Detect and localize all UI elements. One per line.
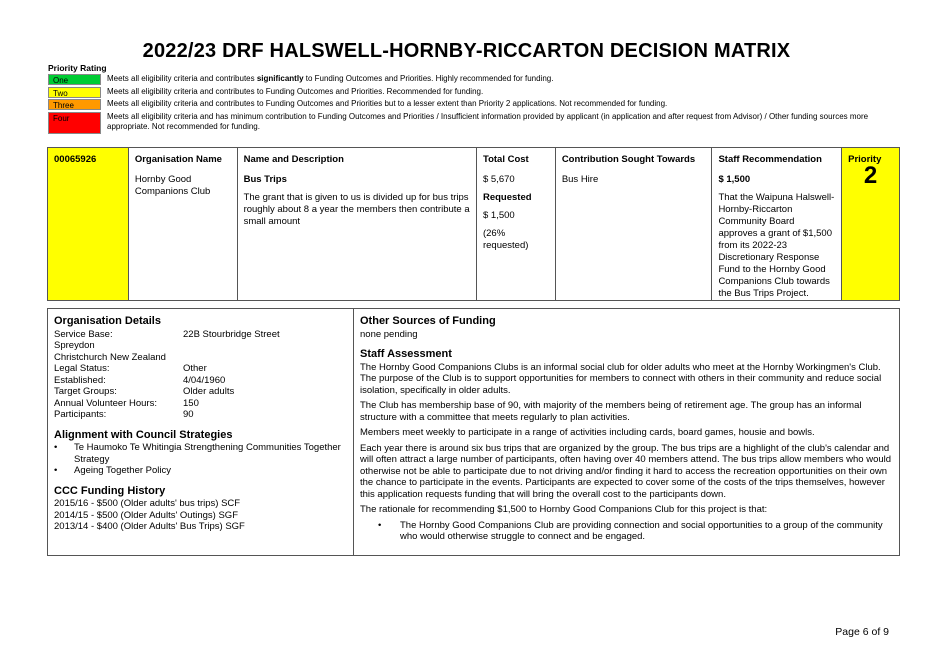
field-value: 90: [183, 409, 194, 420]
staff-recommendation-heading: Staff Recommendation: [718, 154, 822, 165]
list-item: 2015/16 - $500 (Older adults' bus trips) SCF: [54, 498, 241, 509]
total-cost-heading: Total Cost: [482, 154, 529, 165]
field-label: Annual Volunteer Hours:: [54, 397, 157, 409]
rationale-list: [360, 520, 893, 543]
priority-heading: Priority: [848, 154, 882, 165]
participants-row: [54, 409, 347, 421]
contribution-heading: Contribution Sought Towards: [561, 154, 696, 165]
address-line: Christchurch New Zealand: [54, 351, 166, 363]
priority-level-four: [48, 112, 888, 134]
staff-assessment-heading: Staff Assessment: [360, 348, 452, 360]
priority-swatch: Three: [48, 99, 101, 110]
field-value: 4/04/1960: [183, 374, 226, 386]
staff-recommendation-text: That the Waipuna Halswell-Hornby-Riccarton Community Board approves a grant of $1,500 from its 2022-23 Discretionary Response Fund to the Hornby Good Companions Club towards the Bus Trips Project.: [718, 192, 835, 299]
alignment-list: [54, 442, 347, 477]
application-id: 00065926: [54, 154, 97, 165]
list-item: • The Hornby Good Companions Club are providing connection and social opportunities to a group of the community who would otherwise struggle to connect and be engaged.: [360, 520, 893, 543]
requested-amount: $ 1,500: [482, 210, 515, 221]
organisation-cell: [129, 148, 238, 300]
priority-level-two: [48, 87, 888, 98]
field-label: Established:: [54, 374, 106, 386]
requested-label: Requested: [482, 192, 532, 203]
field-value: 150: [183, 397, 199, 409]
priority-description: Meets all eligibility criteria and contributes significantly to Funding Outcomes and Priorities. Highly recommended for funding.: [107, 74, 554, 83]
volunteer-hours-row: [54, 398, 347, 410]
page-number: Page 6 of 9: [835, 626, 889, 638]
organisation-heading: Organisation Name: [134, 154, 222, 165]
assessment-paragraph: Each year there is around six bus trips that are organized by the group. The bus trips are a highlight of the club's calendar and will often attract a large number of participants, often having over 40 members attend. The bus trips allow members who would otherwise not be able to participate due to not driving and/or finding it hard to access the recreation opportunities on their own the chance to participate in the events. Participants are expected to cover some of the costs of the trips themselves, however this application requests funding that will bring the overall cost to the participants down.: [360, 442, 892, 500]
field-label: Target Groups:: [54, 386, 117, 397]
field-value: 22B Stourbridge Street: [183, 328, 280, 340]
organisation-details-column: [48, 309, 354, 555]
priority-rating-legend: [48, 74, 888, 135]
field-value: Older adults: [183, 386, 235, 397]
staff-recommendation-amount: $ 1,500: [718, 174, 751, 185]
priority-swatch: Two: [48, 87, 101, 98]
list-item: • Ageing Together Policy: [54, 465, 347, 477]
project-name: Bus Trips: [243, 174, 287, 185]
project-heading: Name and Description: [243, 154, 344, 165]
legal-status-row: [54, 363, 347, 375]
assessment-paragraph: Members meet weekly to participate in a range of activities including cards, board games, housie and bowls.: [360, 427, 815, 438]
priority-level-three: [48, 99, 888, 110]
priority-swatch: Four: [48, 112, 101, 134]
assessment-paragraph: The Club has membership base of 90, with majority of the members being of retirement age. The group has an informal structure with a committee that meets regularly to plan activities.: [360, 400, 862, 423]
established-row: [54, 375, 347, 387]
list-item: 2013/14 - $400 (Older Adults' Bus Trips) SGF: [54, 521, 245, 532]
field-label: Legal Status:: [54, 363, 110, 374]
priority-value: 2: [863, 162, 878, 189]
assessment-paragraph: The rationale for recommending $1,500 to Hornby Good Companions Club for this project is that:: [360, 504, 768, 515]
list-item: • Te Haumoko Te Whitingia Strengthening Communities Together Strategy: [54, 442, 347, 465]
assessment-paragraph: The Hornby Good Companions Clubs is an informal social club for older adults who meet at the Hornby Workingmen's Club. The purpose of the Club is to support opportunities for members to connect with others in their community and reduce social isolation, specifically in older adults.: [360, 361, 882, 396]
list-item: 2014/15 - $500 (Older Adults' Outings) SGF: [54, 509, 238, 521]
project-description: The grant that is given to us is divided up for bus trips roughly about 8 a year the members then contribute a small amount: [243, 192, 470, 227]
contribution-cell: [556, 148, 713, 300]
field-label: Service Base:: [54, 328, 113, 340]
ccc-funding-heading: CCC Funding History: [54, 484, 166, 497]
priority-rating-heading: Priority Rating: [48, 63, 107, 73]
field-label: Participants:: [54, 409, 107, 420]
field-value: Other: [183, 363, 207, 374]
page-title: 2022/23 DRF HALSWELL-HORNBY-RICCARTON DECISION MATRIX: [142, 40, 791, 62]
application-summary-table: [47, 147, 900, 301]
alignment-heading: Alignment with Council Strategies: [54, 428, 233, 441]
priority-cell: [842, 148, 899, 300]
address-line: Spreydon: [54, 340, 95, 351]
other-sources-text: none pending: [360, 328, 418, 340]
requested-percentage: (26% requested): [482, 228, 529, 251]
staff-recommendation-cell: [712, 148, 842, 300]
total-cost: $ 5,670: [482, 174, 515, 185]
priority-description: Meets all eligibility criteria and contributes to Funding Outcomes and Priorities but to a lesser extent than Priority 2 applications. Not recommended for funding.: [107, 99, 668, 108]
project-cell: [238, 148, 477, 300]
organisation-name: Hornby Good Companions Club: [134, 174, 211, 197]
cost-cell: [477, 148, 556, 300]
details-table: [47, 308, 900, 556]
service-base-row: [54, 329, 347, 341]
priority-description: Meets all eligibility criteria and contributes to Funding Outcomes and Priorities. Recommended for funding.: [107, 86, 484, 96]
organisation-details-heading: Organisation Details: [54, 315, 161, 327]
target-groups-row: [54, 386, 347, 398]
application-id-cell: [48, 148, 129, 300]
priority-level-one: [48, 74, 888, 85]
other-sources-heading: Other Sources of Funding: [360, 315, 496, 327]
contribution-value: Bus Hire: [561, 174, 599, 185]
priority-description: Meets all eligibility criteria and has minimum contribution to Funding Outcomes and Priorities / Insufficient information provided by applicant (in application and after request from Advisor) / Other funding sources more appropriate. Not recommended for funding.: [107, 111, 869, 131]
assessment-column: [354, 309, 899, 555]
priority-swatch: One: [48, 74, 101, 85]
